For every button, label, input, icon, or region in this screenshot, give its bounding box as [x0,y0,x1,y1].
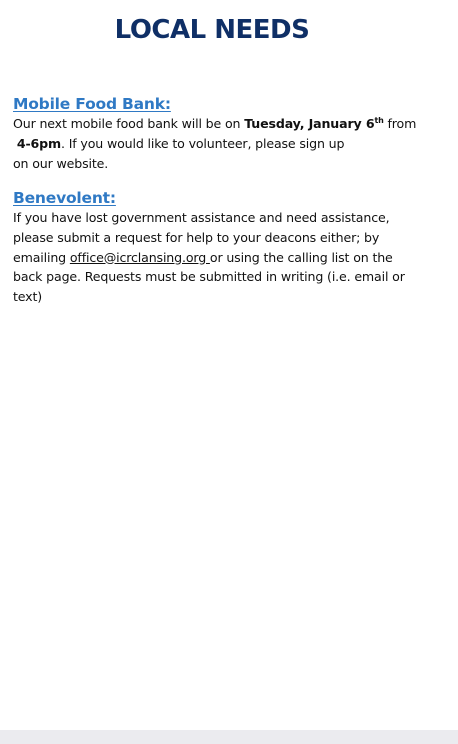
benevolent-line-3-start: emailing [13,249,70,265]
benevolent-section [13,188,443,307]
email-link[interactable]: office@icrclansing.org [69,249,210,265]
benevolent-line-1: If you have lost government assistance and need assistance, [13,210,390,225]
benevolent-text [13,208,443,307]
food-bank-date: Tuesday, January 6 [244,116,375,131]
food-bank-time: 4-6pm [16,135,61,151]
benevolent-line-3-end: or using the calling list on the [209,249,393,265]
food-bank-intro: Our next mobile food bank will be on [13,116,245,131]
benevolent-line-4: back page. Requests must be submitted in writing (i.e. email or [13,269,405,285]
food-bank-date-suffix: th [374,116,384,125]
page-bottom-divider [0,730,458,744]
mobile-food-bank-text [13,114,443,173]
food-bank-after-time: . If you would like to volunteer, please sign up [61,135,345,151]
page-title: LOCAL NEEDS [114,15,310,45]
benevolent-heading: Benevolent: [13,189,116,207]
benevolent-line-2: please submit a request for help to your deacons either; by [13,229,380,245]
mobile-food-bank-heading: Mobile Food Bank: [13,95,171,113]
food-bank-after-date: from [383,116,417,131]
mobile-food-bank-section [13,94,443,173]
benevolent-line-5: text) [13,289,43,305]
food-bank-last-line: on our website. [13,155,109,171]
